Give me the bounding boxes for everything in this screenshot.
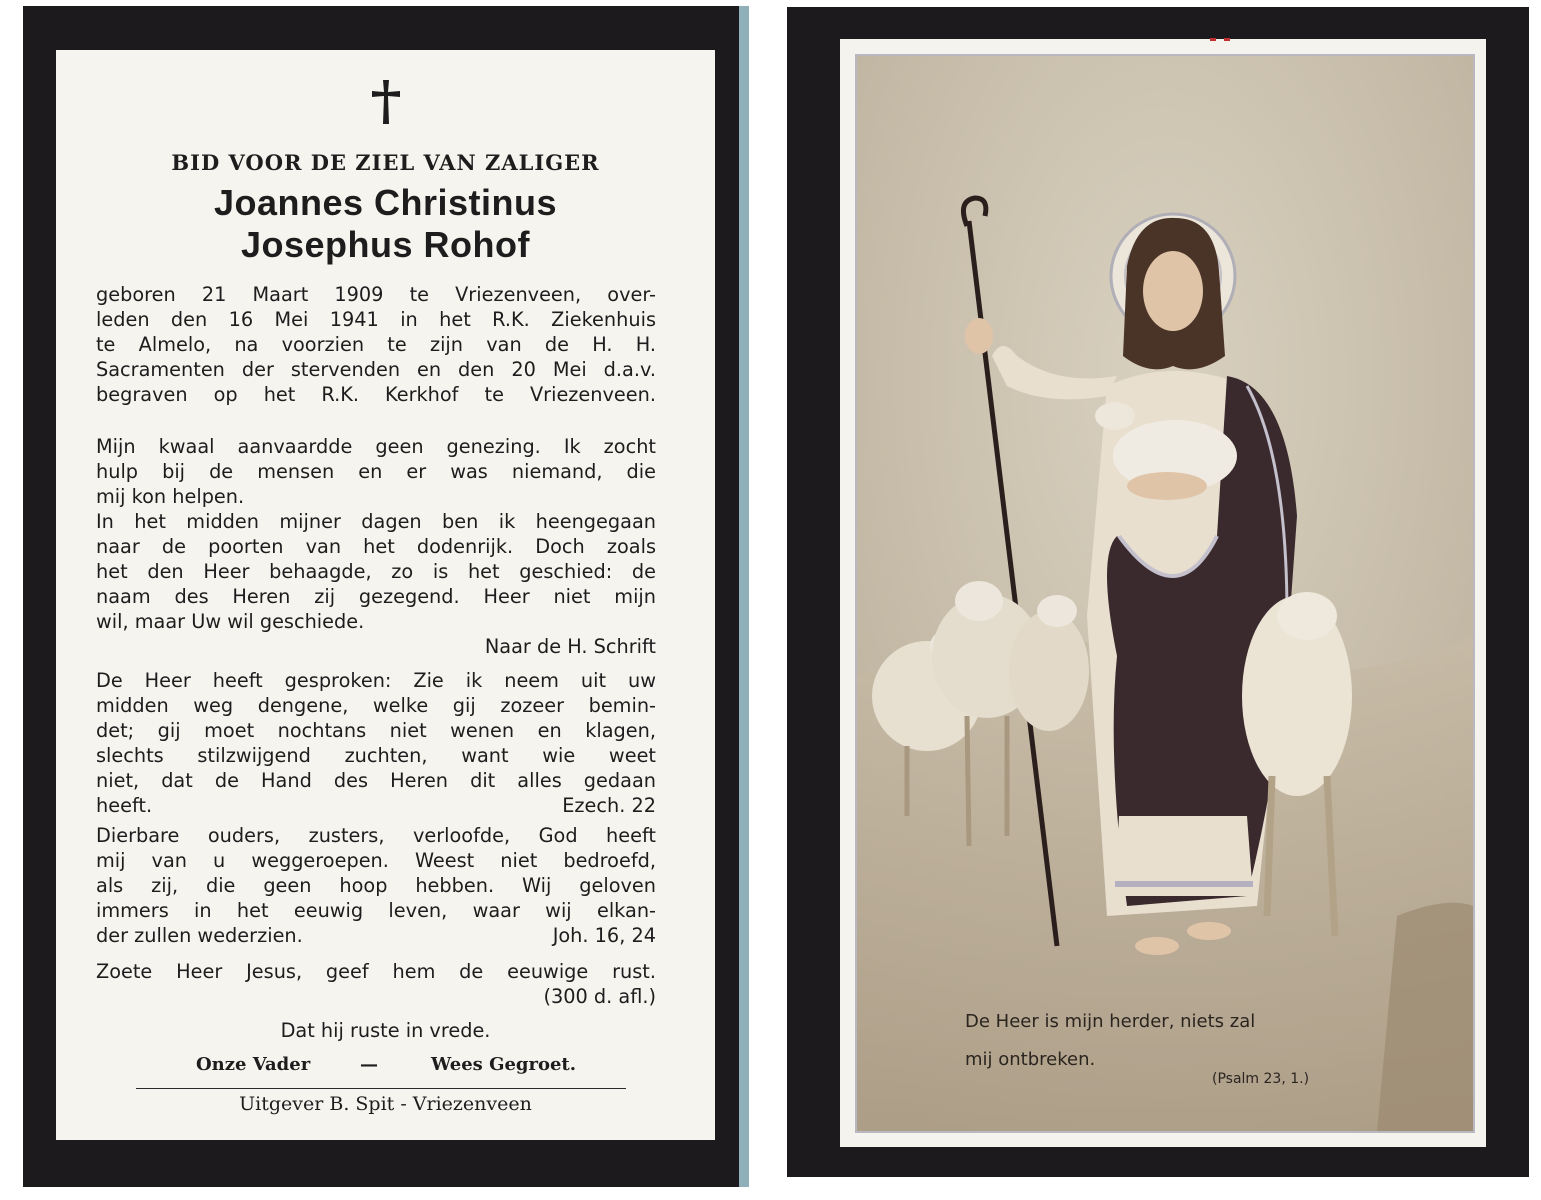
scripture-passage-3: [96, 823, 656, 948]
caption-line: mij ontbreken.: [965, 1049, 1096, 1070]
scripture-source: Naar de H. Schrift: [484, 635, 656, 658]
card-edge: [739, 6, 749, 1187]
biography-line: leden den 16 Mei 1941 in het R.K. Ziekenhuis: [96, 308, 656, 331]
biography-line: geboren 21 Maart 1909 te Vriezenveen, over-: [96, 283, 656, 306]
scripture-last-line: [96, 923, 656, 948]
scripture-line: als zij, die geen hoop hebben. Wij geloven: [96, 874, 656, 897]
scripture-line: het den Heer behaagde, zo is het geschied: de: [96, 560, 656, 583]
publisher-line: Uitgever B. Spit - Vriezenveen: [239, 1093, 532, 1115]
scripture-line: heeft.: [96, 794, 153, 817]
scripture-line: naar de poorten van het dodenrijk. Doch zoals: [96, 535, 656, 558]
caption-line: De Heer is mijn herder, niets zal: [965, 1011, 1256, 1032]
psalm-reference: (Psalm 23, 1.): [1212, 1071, 1310, 1087]
scripture-line: naam des Heren zij gezegend. Heer niet mijn: [96, 585, 656, 608]
biography-paragraph: [96, 282, 656, 407]
scripture-line: Dierbare ouders, zusters, verloofde, God heeft: [96, 824, 656, 847]
scripture-line: slechts stilzwijgend zuchten, want wie weet: [96, 744, 656, 767]
scripture-line: det; gij moet nochtans niet wenen en klagen,: [96, 719, 656, 742]
scripture-line: midden weg dengene, welke gij zozeer bemin-: [96, 694, 656, 717]
prayer-separator: —: [360, 1054, 378, 1075]
prayer-hail-mary: Wees Gegroet.: [431, 1054, 576, 1075]
biography-line: Sacramenten der stervenden en den 20 Mei d.a.v.: [96, 358, 656, 381]
scripture-line: hulp bij de mensen en er was niemand, die: [96, 460, 656, 483]
good-shepherd-image: [857, 56, 1473, 1131]
prayer-header: BID VOOR DE ZIEL VAN ZALIGER: [171, 150, 600, 175]
scripture-source: Ezech. 22: [562, 794, 656, 817]
closing-prayers: [196, 1052, 576, 1077]
scripture-line: mij kon helpen.: [96, 485, 245, 508]
scripture-last-line: [96, 793, 656, 818]
scripture-source: Joh. 16, 24: [552, 924, 656, 947]
scripture-line: In het midden mijner dagen ben ik heengegaan: [96, 510, 656, 533]
scripture-line: mij van u weggeroepen. Weest niet bedroefd,: [96, 849, 656, 872]
scripture-line: wil, maar Uw wil geschiede.: [96, 610, 365, 633]
image-frame: [840, 39, 1486, 1147]
indulgence-note: (300 d. afl.): [543, 985, 656, 1008]
good-shepherd-illustration: [855, 54, 1475, 1133]
deceased-name-line1: Joannes Christinus: [213, 182, 558, 223]
prayer-line: Zoete Heer Jesus, geef hem de eeuwige rust.: [96, 960, 656, 983]
divider-rule: [136, 1088, 626, 1089]
biography-line: begraven op het R.K. Kerkhof te Vriezenveen.: [96, 383, 656, 406]
rest-in-peace: Dat hij ruste in vrede.: [280, 1019, 491, 1042]
scripture-line: De Heer heeft gesproken: Zie ik neem uit uw: [96, 669, 656, 692]
memorial-card-text-side: [23, 6, 748, 1187]
scripture-line: immers in het eeuwig leven, waar wij elkan-: [96, 899, 656, 922]
deceased-name-line2: Josephus Rohof: [240, 224, 530, 265]
biography-line: te Almelo, na voorzien te zijn van de H. H.: [96, 333, 656, 356]
scripture-passage-1: [96, 434, 656, 659]
red-ink-mark: [1210, 38, 1232, 42]
scripture-line: der zullen wederzien.: [96, 924, 303, 947]
scripture-passage-2: [96, 668, 656, 818]
prayer-section: [96, 959, 656, 1009]
memorial-card-image-side: [787, 7, 1529, 1177]
scripture-line: Mijn kwaal aanvaardde geen genezing. Ik zocht: [96, 435, 656, 458]
scripture-line: niet, dat de Hand des Heren dit alles gedaan: [96, 769, 656, 792]
psalm-caption: [965, 1003, 1365, 1079]
memorial-card-paper: [56, 50, 715, 1140]
prayer-our-father: Onze Vader: [196, 1054, 311, 1075]
cross-icon: [56, 80, 715, 128]
